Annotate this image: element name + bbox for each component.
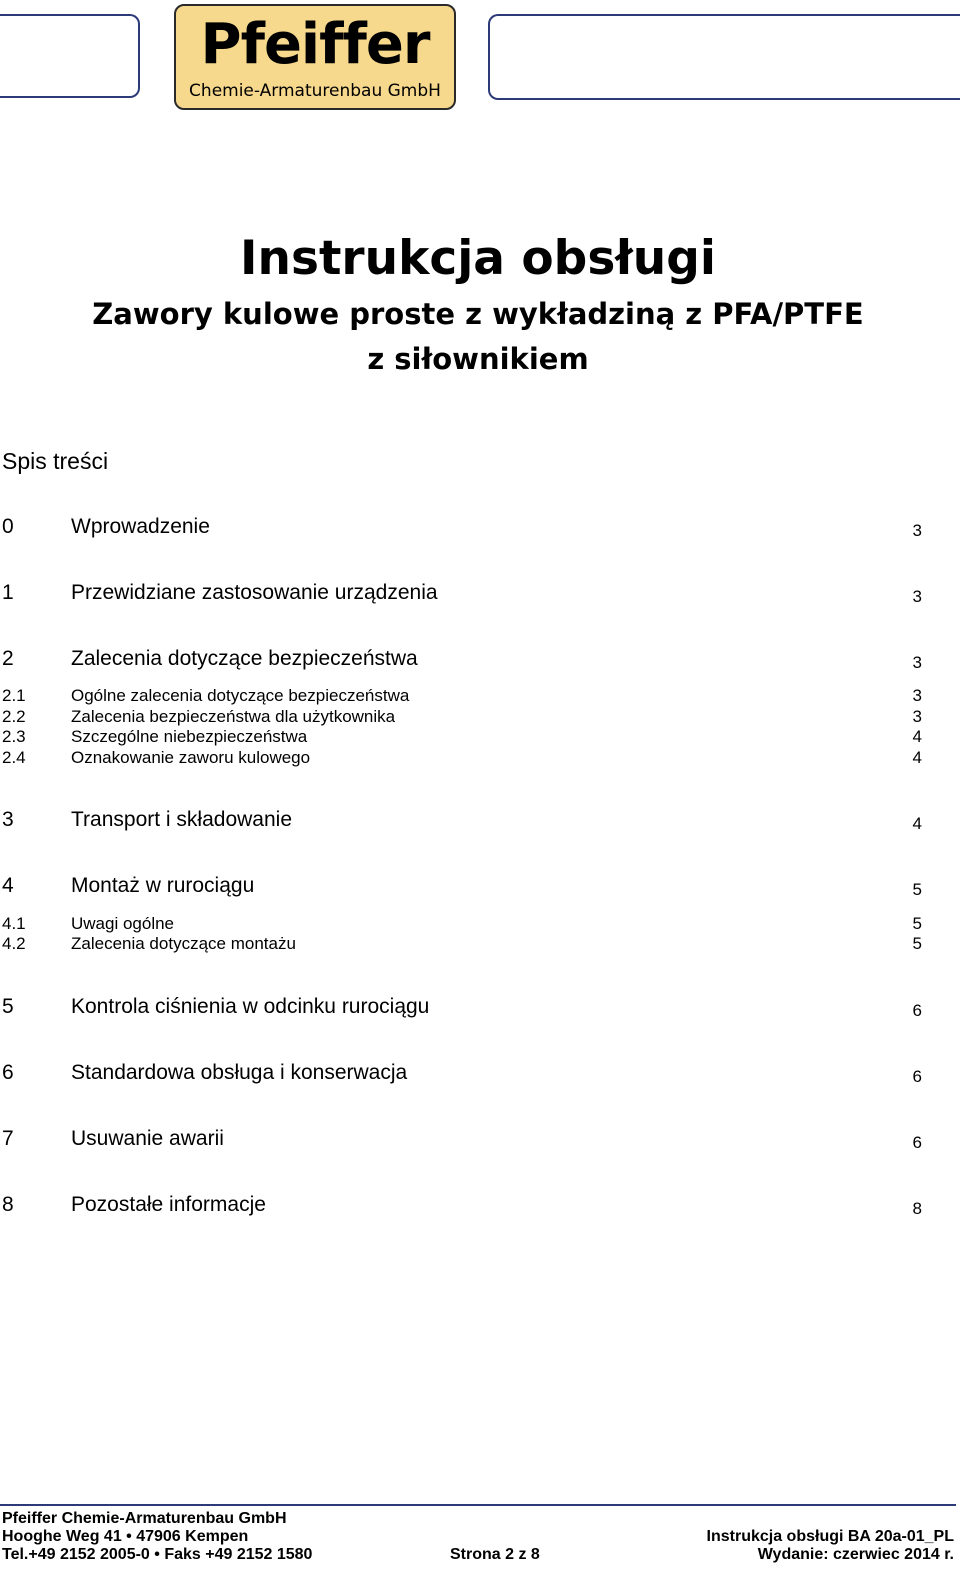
toc-entry-label: Pozostałe informacje: [71, 1193, 266, 1216]
toc-entry-label: Zalecenia dotyczące montażu: [71, 934, 296, 953]
toc-entry-5[interactable]: [0, 994, 924, 1020]
toc-entry-number: 2.4: [2, 748, 26, 767]
header-frame-right: [488, 14, 960, 100]
toc-entry-page: 3: [912, 521, 922, 540]
toc-entry-number: 2.3: [2, 727, 26, 746]
toc-entry-page: 6: [912, 1067, 922, 1086]
toc-entry-number: 2: [2, 647, 14, 670]
toc-entry-number: 4: [2, 874, 14, 897]
footer-company: Pfeiffer Chemie-Armaturenbau GmbH: [2, 1510, 287, 1527]
toc-entry-page: 5: [912, 880, 922, 899]
toc-heading: Spis treści: [2, 448, 109, 474]
toc-entry-number: 1: [2, 581, 14, 604]
footer-divider: [0, 1504, 956, 1506]
toc-entry-page: 6: [912, 1001, 922, 1020]
toc-entry-2-1[interactable]: [0, 685, 924, 706]
toc-entry-label: Zalecenia dotyczące bezpieczeństwa: [71, 647, 418, 670]
toc-entry-number: 4.1: [2, 914, 26, 933]
toc-entry-page: 3: [912, 587, 922, 606]
toc-entry-2[interactable]: [0, 646, 924, 672]
toc-entry-number: 6: [2, 1061, 14, 1084]
toc-entry-page: 6: [912, 1133, 922, 1152]
toc-entry-page: 8: [912, 1199, 922, 1218]
toc-entry-label: Zalecenia bezpieczeństwa dla użytkownika: [71, 707, 396, 726]
header-frame-left: [0, 14, 140, 98]
toc-entry-4-1[interactable]: [0, 913, 924, 934]
toc-entry-page: 5: [912, 934, 922, 953]
toc-entry-label: Wprowadzenie: [71, 515, 210, 538]
toc-entry-1[interactable]: [0, 580, 924, 606]
document-subtitle-line1: Zawory kulowe proste z wykładziną z PFA/PTFE: [92, 297, 864, 331]
toc-entry-2-2[interactable]: [0, 706, 924, 727]
logo-wordmark: Pfeiffer: [200, 12, 430, 77]
toc-entry-number: 3: [2, 808, 14, 831]
toc-entry-page: 4: [912, 814, 922, 833]
toc-entry-2-3[interactable]: [0, 726, 924, 747]
toc-entry-label: Transport i składowanie: [71, 808, 292, 831]
footer-address: Hooghe Weg 41 • 47906 Kempen: [2, 1528, 249, 1545]
toc-entry-number: 4.2: [2, 934, 26, 953]
toc-entry-7[interactable]: [0, 1126, 924, 1152]
toc-entry-label: Standardowa obsługa i konserwacja: [71, 1061, 408, 1084]
toc-entry-4[interactable]: [0, 873, 924, 899]
toc-entry-number: 8: [2, 1193, 14, 1216]
toc-entry-page: 3: [912, 653, 922, 672]
toc-entry-page: 3: [912, 686, 922, 705]
footer-page-info: Strona 2 z 8: [450, 1546, 540, 1563]
toc-entry-page: 4: [912, 748, 922, 767]
toc-entry-number: 7: [2, 1127, 14, 1150]
toc-entry-number: 2.1: [2, 686, 26, 705]
toc-entry-4-2[interactable]: [0, 933, 924, 954]
toc-entry-0[interactable]: [0, 514, 924, 540]
document-title: Instrukcja obsługi: [240, 231, 716, 286]
toc-entry-label: Montaż w rurociągu: [71, 874, 255, 897]
toc-entry-page: 5: [912, 914, 922, 933]
toc-entry-number: 5: [2, 995, 14, 1018]
toc-entry-label: Szczególne niebezpieczeństwa: [71, 727, 308, 746]
footer-edition: Wydanie: czerwiec 2014 r.: [757, 1546, 954, 1563]
toc-entry-2-4[interactable]: [0, 747, 924, 768]
toc-entry-number: 2.2: [2, 707, 26, 726]
toc-entry-number: 0: [2, 515, 14, 538]
footer-doc-ref: Instrukcja obsługi BA 20a-01_PL: [706, 1528, 954, 1545]
toc-entry-label: Usuwanie awarii: [71, 1127, 224, 1150]
logo-company-name: Chemie-Armaturenbau GmbH: [189, 81, 441, 101]
toc-entry-label: Uwagi ogólne: [71, 914, 175, 933]
footer-phone-fax: Tel.+49 2152 2005-0 • Faks +49 2152 1580: [2, 1546, 313, 1563]
toc-entry-page: 4: [912, 727, 922, 746]
toc-entry-3[interactable]: [0, 807, 924, 833]
toc-entry-8[interactable]: [0, 1192, 924, 1218]
company-logo: [174, 4, 456, 110]
toc-entry-6[interactable]: [0, 1060, 924, 1086]
toc-entry-label: Kontrola ciśnienia w odcinku rurociągu: [71, 995, 430, 1018]
toc-entry-label: Przewidziane zastosowanie urządzenia: [71, 581, 438, 604]
document-subtitle-line2: z siłownikiem: [367, 342, 589, 376]
toc-entry-label: Oznakowanie zaworu kulowego: [71, 748, 311, 767]
toc-entry-page: 3: [912, 707, 922, 726]
toc-entry-label: Ogólne zalecenia dotyczące bezpieczeństwa: [71, 686, 410, 705]
